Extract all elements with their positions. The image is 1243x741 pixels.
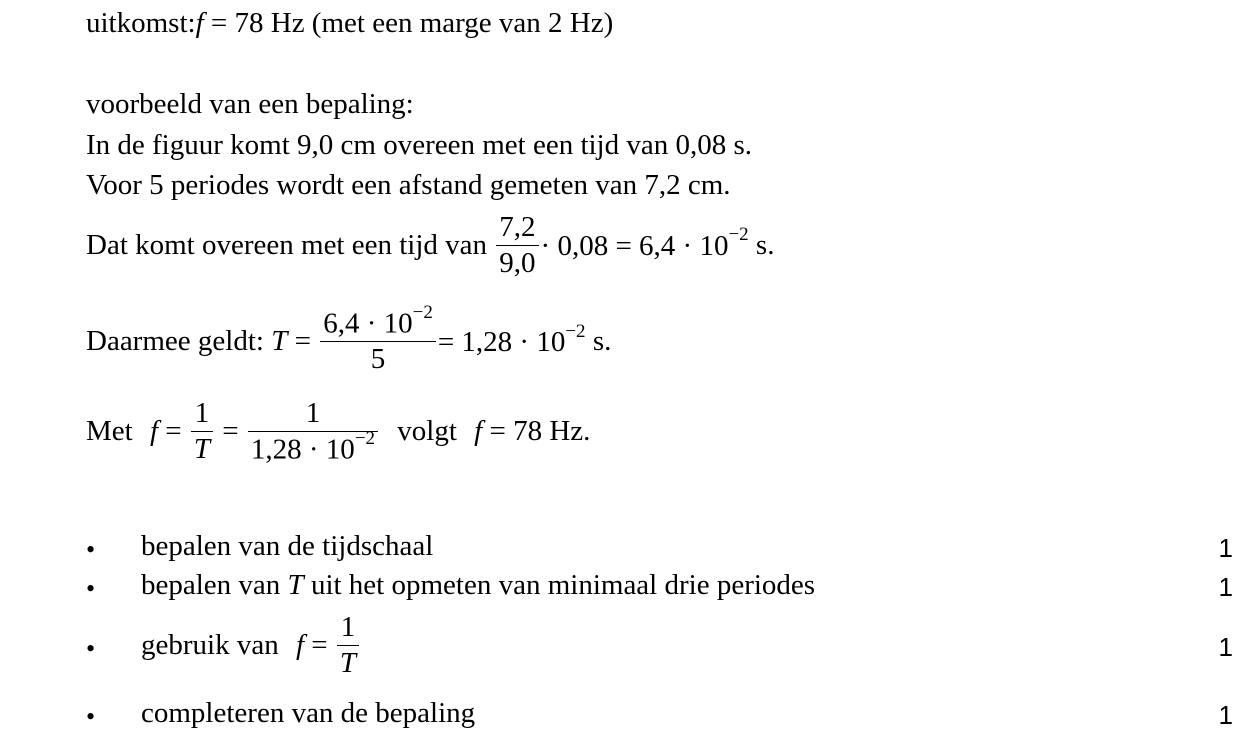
fraction-one-over-T (337, 610, 359, 681)
example-line-1: In de figuur komt 9,0 cm overeen met een tijd van 0,08 s. (86, 129, 753, 161)
line4-result-text: = 1,28 · 10 (437, 326, 566, 359)
outcome-var: f (195, 7, 204, 39)
criterion-var-f: f (295, 628, 305, 661)
criterion-eq: = (311, 628, 328, 661)
fraction-denominator: 9,0 (499, 246, 536, 279)
line4-num-exponent: −2 (412, 302, 433, 323)
criterion-points: 1 (1218, 632, 1233, 662)
fraction-numerator: 1 (340, 611, 356, 643)
line3-prefix: Dat komt overeen met een tijd van (86, 228, 488, 261)
line5-prefix: Met (86, 415, 133, 448)
fraction-numerator (320, 302, 436, 341)
fraction-denominator: 5 (370, 343, 386, 376)
line5-den-exponent: −2 (354, 427, 376, 449)
line4-exponent: −2 (565, 320, 586, 342)
criterion-var-T: T (287, 569, 304, 601)
fraction-denominator (248, 427, 378, 467)
outcome-line (86, 9, 613, 38)
criterion-text: bepalen van de tijdschaal (141, 530, 434, 562)
outcome-value: = 78 Hz (met een marge van 2 Hz) (210, 7, 614, 39)
fraction-denominator: T (193, 433, 211, 466)
criterion-text: completeren van de bepaling (141, 697, 476, 729)
bullet: • (86, 702, 96, 731)
line3-unit: s. (755, 228, 775, 261)
example-line-3 (86, 210, 774, 281)
line4-prefix: Daarmee geldt: (86, 325, 264, 358)
example-line-5 (86, 396, 590, 467)
line4-var-T: T (271, 325, 288, 358)
line5-eq2: = (222, 415, 239, 448)
fraction-numerator: 1 (305, 397, 321, 429)
line4-equals: = (294, 325, 311, 358)
fraction-numerator: 7,2 (499, 211, 536, 243)
line3-product (540, 224, 749, 263)
bullet: • (86, 634, 96, 663)
line3-exponent: −2 (728, 224, 749, 246)
fraction-denominator: T (339, 646, 357, 679)
criterion-text-pre: bepalen van (141, 569, 281, 601)
criterion-text (141, 610, 361, 681)
fraction-time-ratio (496, 210, 538, 281)
line4-result (437, 320, 586, 359)
line5-result: = 78 Hz. (489, 415, 591, 448)
line5-var-f: f (149, 415, 159, 448)
fraction-one-over-T (191, 396, 213, 467)
criterion-text (141, 571, 815, 600)
fraction-one-over-period-value (248, 396, 378, 467)
line5-eq1: = (165, 415, 182, 448)
line5-var-f2: f (474, 415, 483, 448)
line4-num-text: 6,4 · 10 (323, 307, 413, 340)
line4-unit: s. (592, 325, 612, 358)
criterion-points: 1 (1218, 572, 1233, 602)
criterion-points: 1 (1218, 700, 1233, 730)
line5-den-text: 1,28 · 10 (250, 433, 355, 466)
example-line-2: Voor 5 periodes wordt een afstand gemeten van 7,2 cm. (86, 169, 731, 201)
criterion-points: 1 (1218, 533, 1233, 563)
criterion-text-pre: gebruik van (141, 628, 279, 661)
criterion-text-post: uit het opmeten van minimaal drie periodes (310, 569, 816, 601)
example-line-4 (86, 302, 612, 377)
line5-mid: volgt (397, 415, 457, 448)
example-heading: voorbeeld van een bepaling: (86, 88, 414, 120)
bullet: • (86, 574, 96, 603)
fraction-numerator: 1 (194, 397, 210, 430)
fraction-period (320, 302, 436, 377)
outcome-label: uitkomst: (86, 7, 196, 39)
line3-product-text: · 0,08 = 6,4 · 10 (540, 230, 729, 263)
bullet: • (86, 535, 96, 564)
